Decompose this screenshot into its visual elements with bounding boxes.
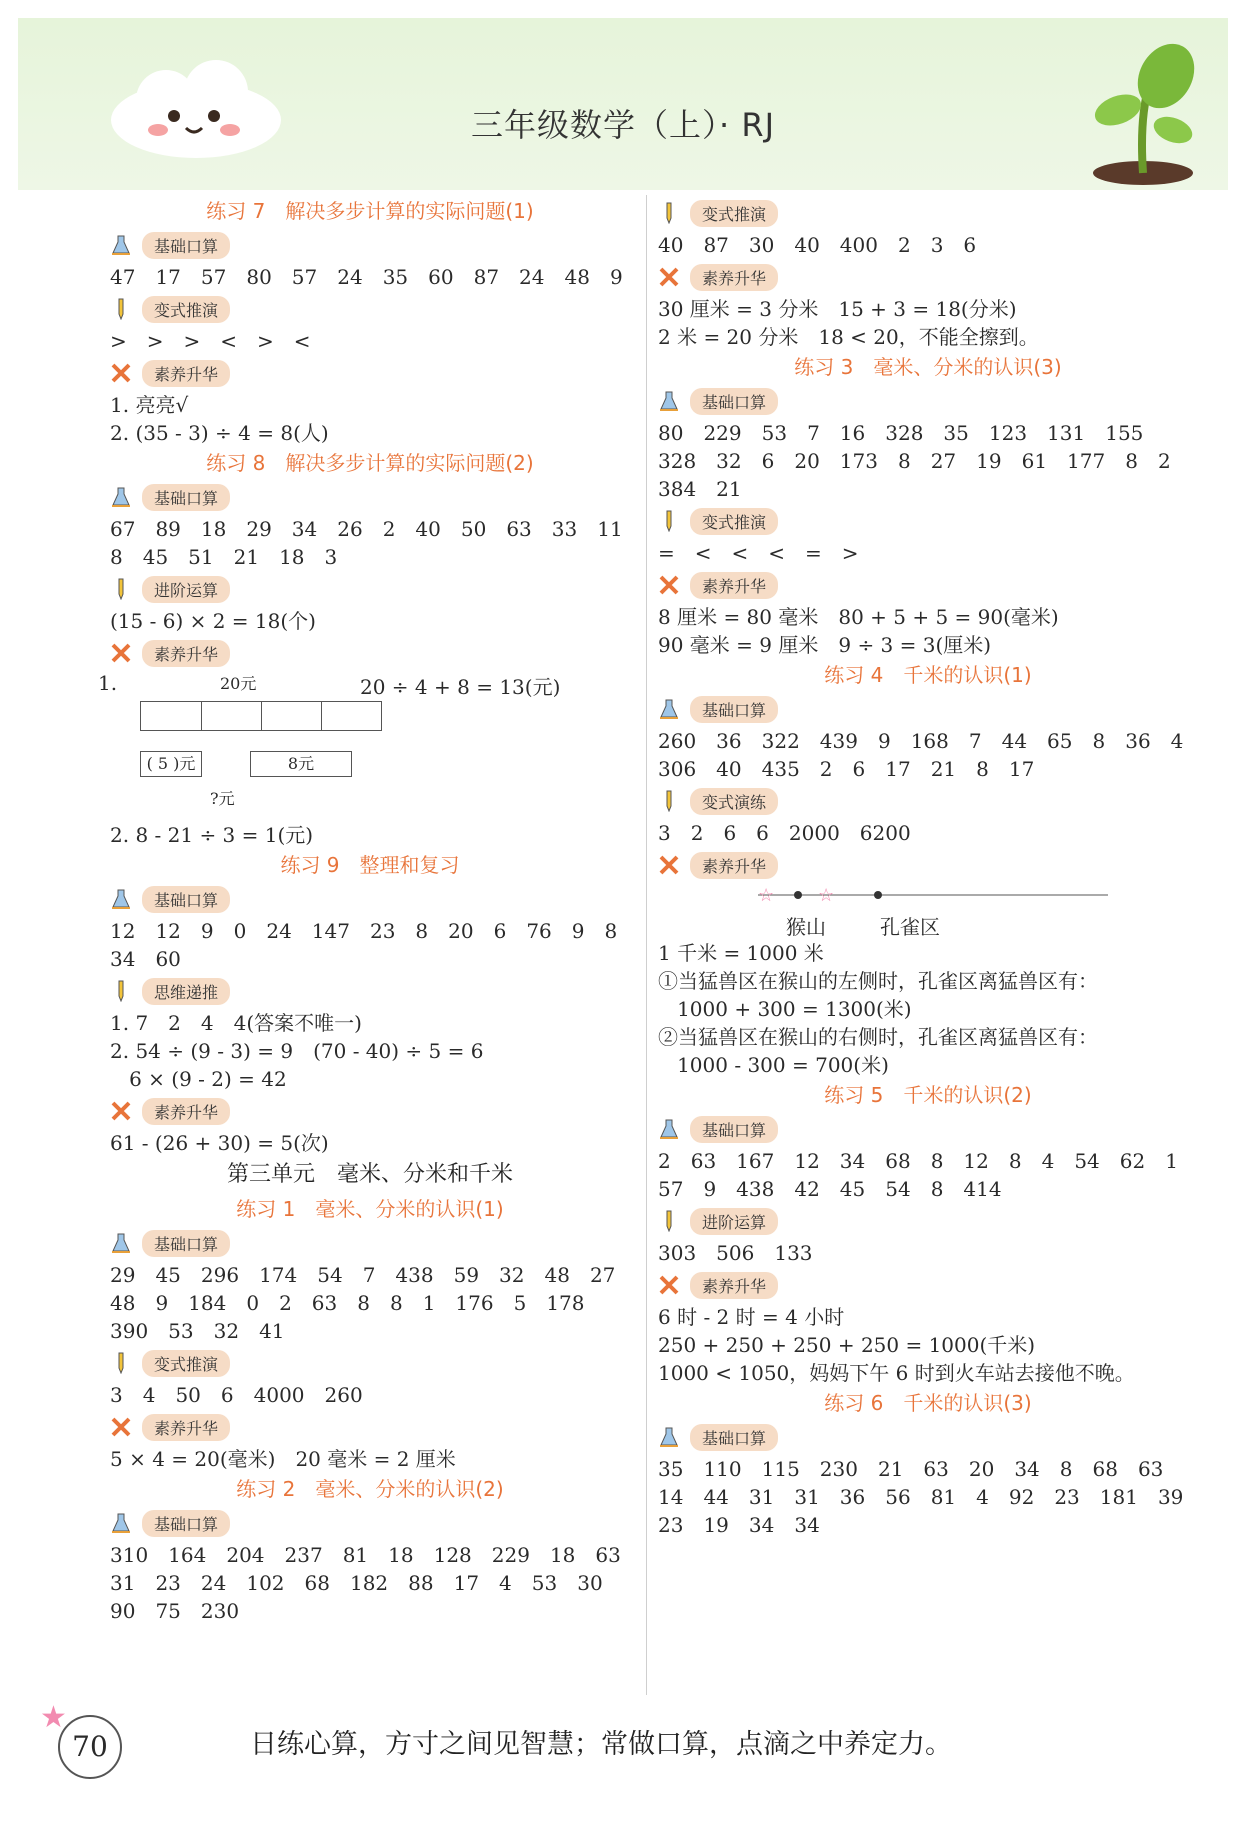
column-divider — [646, 195, 647, 1695]
answer-line: 3 4 50 6 4000 260 — [110, 1383, 363, 1407]
answer-line: 61 - (26 + 30) = 5(次) — [110, 1131, 329, 1155]
pencil-icon — [658, 510, 680, 532]
section-tag: 变式推演 — [142, 296, 230, 323]
answer-line: 57 9 438 42 45 54 8 414 — [658, 1177, 1002, 1201]
section-tag: 素养升华 — [690, 264, 778, 291]
pencil-icon — [110, 578, 132, 600]
section-tag: 素养升华 — [142, 640, 230, 667]
tools-icon — [658, 854, 680, 876]
map-line — [758, 883, 1118, 907]
section-tag: 素养升华 — [690, 572, 778, 599]
answer-line: 2. (35 - 3) ÷ 4 = 8(人) — [110, 421, 329, 445]
section-tag: 思维递推 — [142, 978, 230, 1005]
section-tag: 基础口算 — [690, 1116, 778, 1143]
flask-icon — [658, 390, 680, 412]
question-number: 1. — [98, 671, 118, 695]
answer-line: 2 米 = 20 分米 18 < 20，不能全擦到。 — [658, 325, 1039, 349]
exercise-heading: 练习 7 解决多步计算的实际问题(1) — [206, 199, 534, 223]
answer-line: 14 44 31 31 36 56 81 4 92 23 181 39 — [658, 1485, 1184, 1509]
exercise-heading: 练习 1 毫米、分米的认识(1) — [236, 1197, 504, 1221]
answer-line: 260 36 322 439 9 168 7 44 65 8 36 4 — [658, 729, 1184, 753]
section-label — [658, 1111, 1198, 1147]
flask-icon — [110, 888, 132, 910]
section-label — [110, 881, 630, 917]
segment-bar — [140, 701, 382, 731]
answer-line: 40 87 30 40 400 2 3 6 — [658, 233, 977, 257]
flask-icon — [110, 1232, 132, 1254]
section-tag: 基础口算 — [142, 1510, 230, 1537]
exercise-heading: 练习 6 千米的认识(3) — [824, 1391, 1032, 1415]
section-tag: 变式推演 — [142, 1350, 230, 1377]
answer-line: = < < < = > — [658, 541, 859, 565]
answer-line: 384 21 — [658, 477, 742, 501]
section-label — [110, 1225, 630, 1261]
answer-line: 303 506 133 — [658, 1241, 813, 1265]
section-label — [658, 1419, 1198, 1455]
answer-line: > > > < > < — [110, 329, 311, 353]
answer-line: 67 89 18 29 34 26 2 40 50 63 33 11 — [110, 517, 623, 541]
zoo-map — [658, 883, 1198, 939]
diagram-equation: 20 ÷ 4 + 8 = 13(元) — [360, 675, 561, 699]
tools-icon — [110, 1100, 132, 1122]
map-label: 孔雀区 — [880, 915, 940, 939]
answer-line: 2. 54 ÷ (9 - 3) = 9 (70 - 40) ÷ 5 = 6 — [110, 1039, 484, 1063]
answer-line: 6 时 - 2 时 = 4 小时 — [658, 1305, 845, 1329]
pencil-icon — [658, 202, 680, 224]
section-tag: 进阶运算 — [690, 1208, 778, 1235]
section-tag: 素养升华 — [142, 360, 230, 387]
section-tag: 素养升华 — [142, 1414, 230, 1441]
section-tag: 基础口算 — [142, 484, 230, 511]
tools-icon — [110, 642, 132, 664]
answer-line: 1000 < 1050，妈妈下午 6 时到火车站去接他不晚。 — [658, 1361, 1135, 1385]
section-tag: 基础口算 — [690, 1424, 778, 1451]
section-tag: 素养升华 — [690, 852, 778, 879]
answer-line: 1000 + 300 = 1300(米) — [658, 997, 912, 1021]
section-label — [658, 503, 1198, 539]
answer-line: 90 毫米 = 9 厘米 9 ÷ 3 = 3(厘米) — [658, 633, 992, 657]
answer-line: 5 × 4 = 20(毫米) 20 毫米 = 2 厘米 — [110, 1447, 456, 1471]
section-label — [110, 973, 630, 1009]
section-tag: 基础口算 — [690, 388, 778, 415]
section-label — [658, 567, 1198, 603]
answer-line: 90 75 230 — [110, 1599, 240, 1623]
pencil-icon — [658, 790, 680, 812]
section-label — [658, 1267, 1198, 1303]
section-tag: 素养升华 — [142, 1098, 230, 1125]
section-label — [658, 383, 1198, 419]
section-label — [658, 783, 1198, 819]
answer-line: ①当猛兽区在猴山的左侧时，孔雀区离猛兽区有： — [658, 969, 1098, 993]
footer-motto: 日练心算，方寸之间见智慧；常做口算，点滴之中养定力。 — [250, 1729, 952, 1760]
answer-line: 23 19 34 34 — [658, 1513, 820, 1537]
answer-line: 8 厘米 = 80 毫米 80 + 5 + 5 = 90(毫米) — [658, 605, 1059, 629]
section-tag: 素养升华 — [690, 1272, 778, 1299]
section-label — [658, 847, 1198, 883]
tools-icon — [658, 574, 680, 596]
answer-line: 29 45 296 174 54 7 438 59 32 48 27 — [110, 1263, 616, 1287]
svg-text:☆: ☆ — [758, 885, 775, 906]
answer-line: 2. 8 - 21 ÷ 3 = 1(元) — [110, 823, 314, 847]
part-box: 8元 — [250, 751, 352, 777]
answer-line: 310 164 204 237 81 18 128 229 18 63 — [110, 1543, 621, 1567]
answer-line: 31 23 24 102 68 182 88 17 4 53 30 — [110, 1571, 603, 1595]
section-tag: 变式推演 — [690, 200, 778, 227]
star-icon: ★ — [40, 1700, 67, 1735]
section-tag: 变式演练 — [690, 788, 778, 815]
pencil-icon — [110, 298, 132, 320]
answer-line: 35 110 115 230 21 63 20 34 8 68 63 — [658, 1457, 1164, 1481]
flask-icon — [658, 698, 680, 720]
unknown-label: ?元 — [210, 789, 235, 808]
sprout-icon — [1088, 38, 1198, 188]
section-tag: 基础口算 — [142, 1230, 230, 1257]
answer-line: 1 千米 = 1000 米 — [658, 941, 824, 965]
flask-icon — [110, 486, 132, 508]
pencil-icon — [658, 1210, 680, 1232]
section-label — [658, 259, 1198, 295]
tools-icon — [658, 266, 680, 288]
section-tag: 基础口算 — [142, 232, 230, 259]
section-label — [110, 1505, 630, 1541]
pencil-icon — [110, 980, 132, 1002]
map-label: 猴山 — [786, 915, 826, 939]
pencil-icon — [110, 1352, 132, 1374]
answer-line: 48 9 184 0 2 63 8 8 1 176 5 178 — [110, 1291, 585, 1315]
exercise-heading: 练习 3 毫米、分米的认识(3) — [794, 355, 1062, 379]
section-label — [110, 479, 630, 515]
section-label — [110, 1345, 630, 1381]
tools-icon — [110, 1416, 132, 1438]
total-label: 20元 — [220, 674, 257, 693]
section-label — [658, 691, 1198, 727]
answer-line: 3 2 6 6 2000 6200 — [658, 821, 911, 845]
exercise-heading: 练习 4 千米的认识(1) — [824, 663, 1032, 687]
section-tag: 基础口算 — [690, 696, 778, 723]
answer-line: 250 + 250 + 250 + 250 = 1000(千米) — [658, 1333, 1036, 1357]
section-tag: 变式推演 — [690, 508, 778, 535]
part-box: ( 5 )元 — [140, 751, 202, 777]
section-label — [658, 1203, 1198, 1239]
section-label — [110, 635, 630, 671]
exercise-heading: 练习 9 整理和复习 — [280, 853, 460, 877]
answer-line: 80 229 53 7 16 328 35 123 131 155 — [658, 421, 1144, 445]
exercise-heading: 练习 5 千米的认识(2) — [824, 1083, 1032, 1107]
answer-line: 1. 7 2 4 4(答案不唯一) — [110, 1011, 362, 1035]
exercise-heading: 练习 2 毫米、分米的认识(2) — [236, 1477, 504, 1501]
answer-line: 2 63 167 12 34 68 8 12 8 4 54 62 1 — [658, 1149, 1178, 1173]
section-label — [110, 227, 630, 263]
answer-line: 1000 - 300 = 700(米) — [658, 1053, 889, 1077]
answer-line: 30 厘米 = 3 分米 15 + 3 = 18(分米) — [658, 297, 1017, 321]
line-segment-diagram — [98, 671, 630, 821]
svg-text:☆: ☆ — [818, 885, 835, 906]
exercise-heading: 练习 8 解决多步计算的实际问题(2) — [206, 451, 534, 475]
page-number: 70 — [58, 1715, 122, 1779]
flask-icon — [658, 1118, 680, 1140]
answer-line: 47 17 57 80 57 24 35 60 87 24 48 9 — [110, 265, 623, 289]
answer-line: 328 32 6 20 173 8 27 19 61 177 8 2 — [658, 449, 1171, 473]
tools-icon — [658, 1274, 680, 1296]
answer-line: 8 45 51 21 18 3 — [110, 545, 338, 569]
flask-icon — [110, 1512, 132, 1534]
tools-icon — [110, 362, 132, 384]
flask-icon — [110, 234, 132, 256]
section-label — [110, 291, 630, 327]
section-label — [110, 1093, 630, 1129]
section-tag: 进阶运算 — [142, 576, 230, 603]
book-title: 三年级数学（上）· RJ — [470, 106, 776, 144]
section-label — [658, 195, 1198, 231]
answer-line: 6 × (9 - 2) = 42 — [110, 1067, 287, 1091]
answer-line: 12 12 9 0 24 147 23 8 20 6 76 9 8 — [110, 919, 618, 943]
left-column — [98, 195, 630, 1625]
answer-line: 1. 亮亮√ — [110, 393, 189, 417]
page-header — [18, 18, 1228, 190]
section-label — [110, 1409, 630, 1445]
section-label — [110, 355, 630, 391]
answer-line: 306 40 435 2 6 17 21 8 17 — [658, 757, 1035, 781]
right-column — [658, 195, 1198, 1539]
flask-icon — [658, 1426, 680, 1448]
answer-line: ②当猛兽区在猴山的右侧时，孔雀区离猛兽区有： — [658, 1025, 1098, 1049]
section-label — [110, 571, 630, 607]
answer-line: 390 53 32 41 — [110, 1319, 285, 1343]
answer-line: 34 60 — [110, 947, 181, 971]
answer-line: (15 - 6) × 2 = 18(个) — [110, 609, 316, 633]
section-tag: 基础口算 — [142, 886, 230, 913]
unit-heading: 第三单元 毫米、分米和千米 — [226, 1162, 513, 1187]
